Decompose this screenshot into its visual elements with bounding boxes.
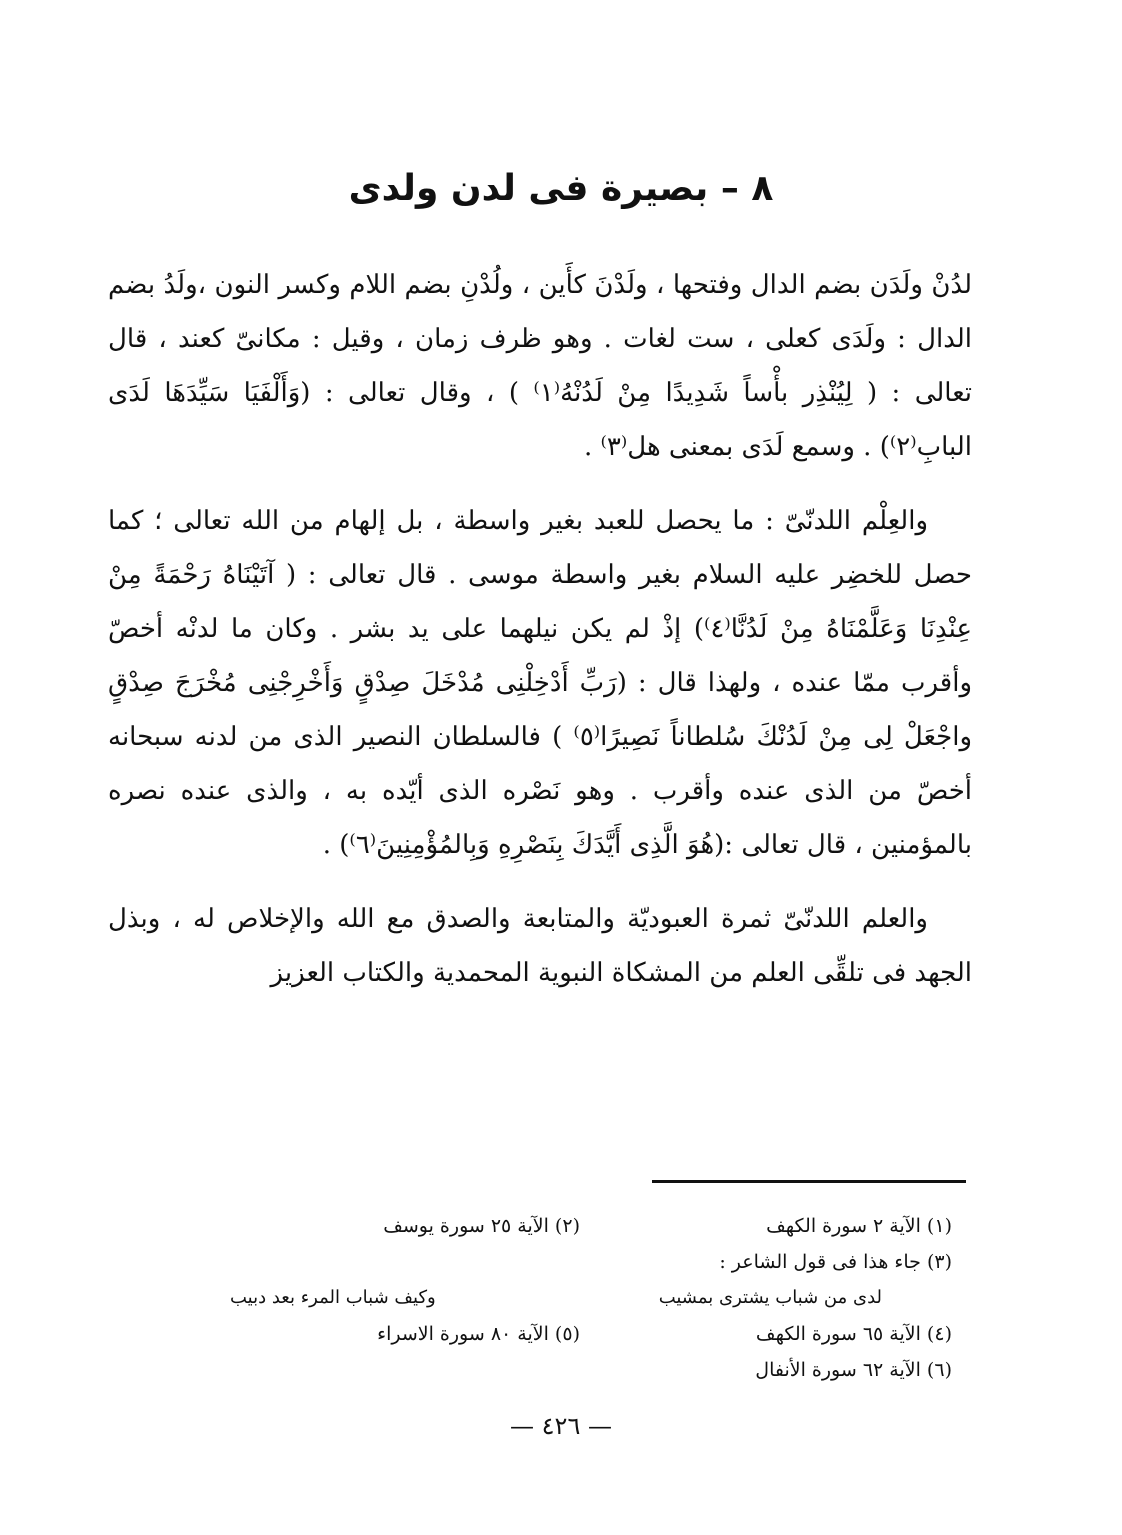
footnote-5: (٥) الآية ٨٠ سورة الاسراء [377,1323,580,1345]
footnote-poem [230,1280,952,1316]
paragraph-3: والعلم اللدنّىّ ثمرة العبوديّة والمتابعة والصدق مع الله والإخلاص له ، وبذل الجهد فى تلقِّى العلم من المشكاة النبوية المحمدية والكتاب العزيز [108,904,972,988]
footnote-6: (٦) الآية ٦٢ سورة الأنفال [755,1359,952,1381]
main-text [108,258,972,1020]
footnote-row [230,1316,952,1352]
footnote-3: (٣) جاء هذا فى قول الشاعر : [719,1251,952,1273]
footnote-4: (٤) الآية ٦٥ سورة الكهف [755,1323,952,1345]
poem-first-hemistich: لدى من شباب يشترى بمشيب [658,1287,882,1308]
footnote-2: (٢) الآية ٢٥ سورة يوسف [383,1215,580,1237]
footnote-1: (١) الآية ٢ سورة الكهف [766,1215,952,1237]
paragraph-1: لدُنْ ولَدَن بضم الدال وفتحها ، ولَدْنَ كأَين ، ولُدْنِ بضم اللام وكسر النون ،ولَدُ بضم الدال : ولَدَى كعلى ، ست لغات . وهو ظرف زمان ، وقيل : مكانىّ كعند ، قال تعالى : ( لِيُنْذِر بأْساً شَدِيدًا مِنْ لَدُنْهُ⁽١⁾ ) ، وقال تعالى : (وَأَلْفَيَا سَيِّدَهَا لَدَى البابِ⁽٢⁾) . وسمع لَدَى بمعنى هل⁽٣⁾ . [108,270,973,462]
footnote-row [230,1244,952,1280]
poem-second-hemistich: وكيف شباب المرء بعد دبيب [230,1287,436,1308]
paragraph-2: والعِلْم اللدنّىّ : ما يحصل للعبد بغير واسطة ، بل إلهام من الله تعالى ؛ كما حصل للخضِر عليه السلام بغير واسطة موسى . قال تعالى : ( آتَيْنَاهُ رَحْمَةً مِنْ عِنْدِنَا وَعَلَّمْنَاهُ مِنْ لَدُنَّا⁽٤⁾) إذْ لم يكن نيلهما على يد بشر . وكان ما لدنْه أخصّ وأقرب ممّا عنده ، ولهذا قال : (رَبِّ أَدْخِلْنِى مُدْخَلَ صِدْقٍ وَأَخْرِجْنِى مُخْرَجَ صِدْقٍ واجْعَلْ لِى مِنْ لَدُنْكَ سُلطاناً نَصِيرًا⁽٥⁾ ) فالسلطان النصير الذى من لدنه سبحانه أخصّ من الذى عنده وأقرب . وهو نَصْره الذى أيّده به ، والذى عنده نصره بالمؤمنين ، قال تعالى :(هُوَ الَّذِى أَيَّدَكَ بِنَصْرِهِ وَبِالمُؤْمِنِينَ⁽٦⁾) . [108,506,972,860]
footnote-row [230,1208,952,1244]
footnote-row [230,1352,952,1388]
section-title: ٨ – بصيرة فى لدن ولدى [348,168,774,209]
footnotes [230,1208,952,1388]
page-number: — ٤٢٦ — [510,1412,612,1440]
footnote-divider [652,1180,966,1183]
